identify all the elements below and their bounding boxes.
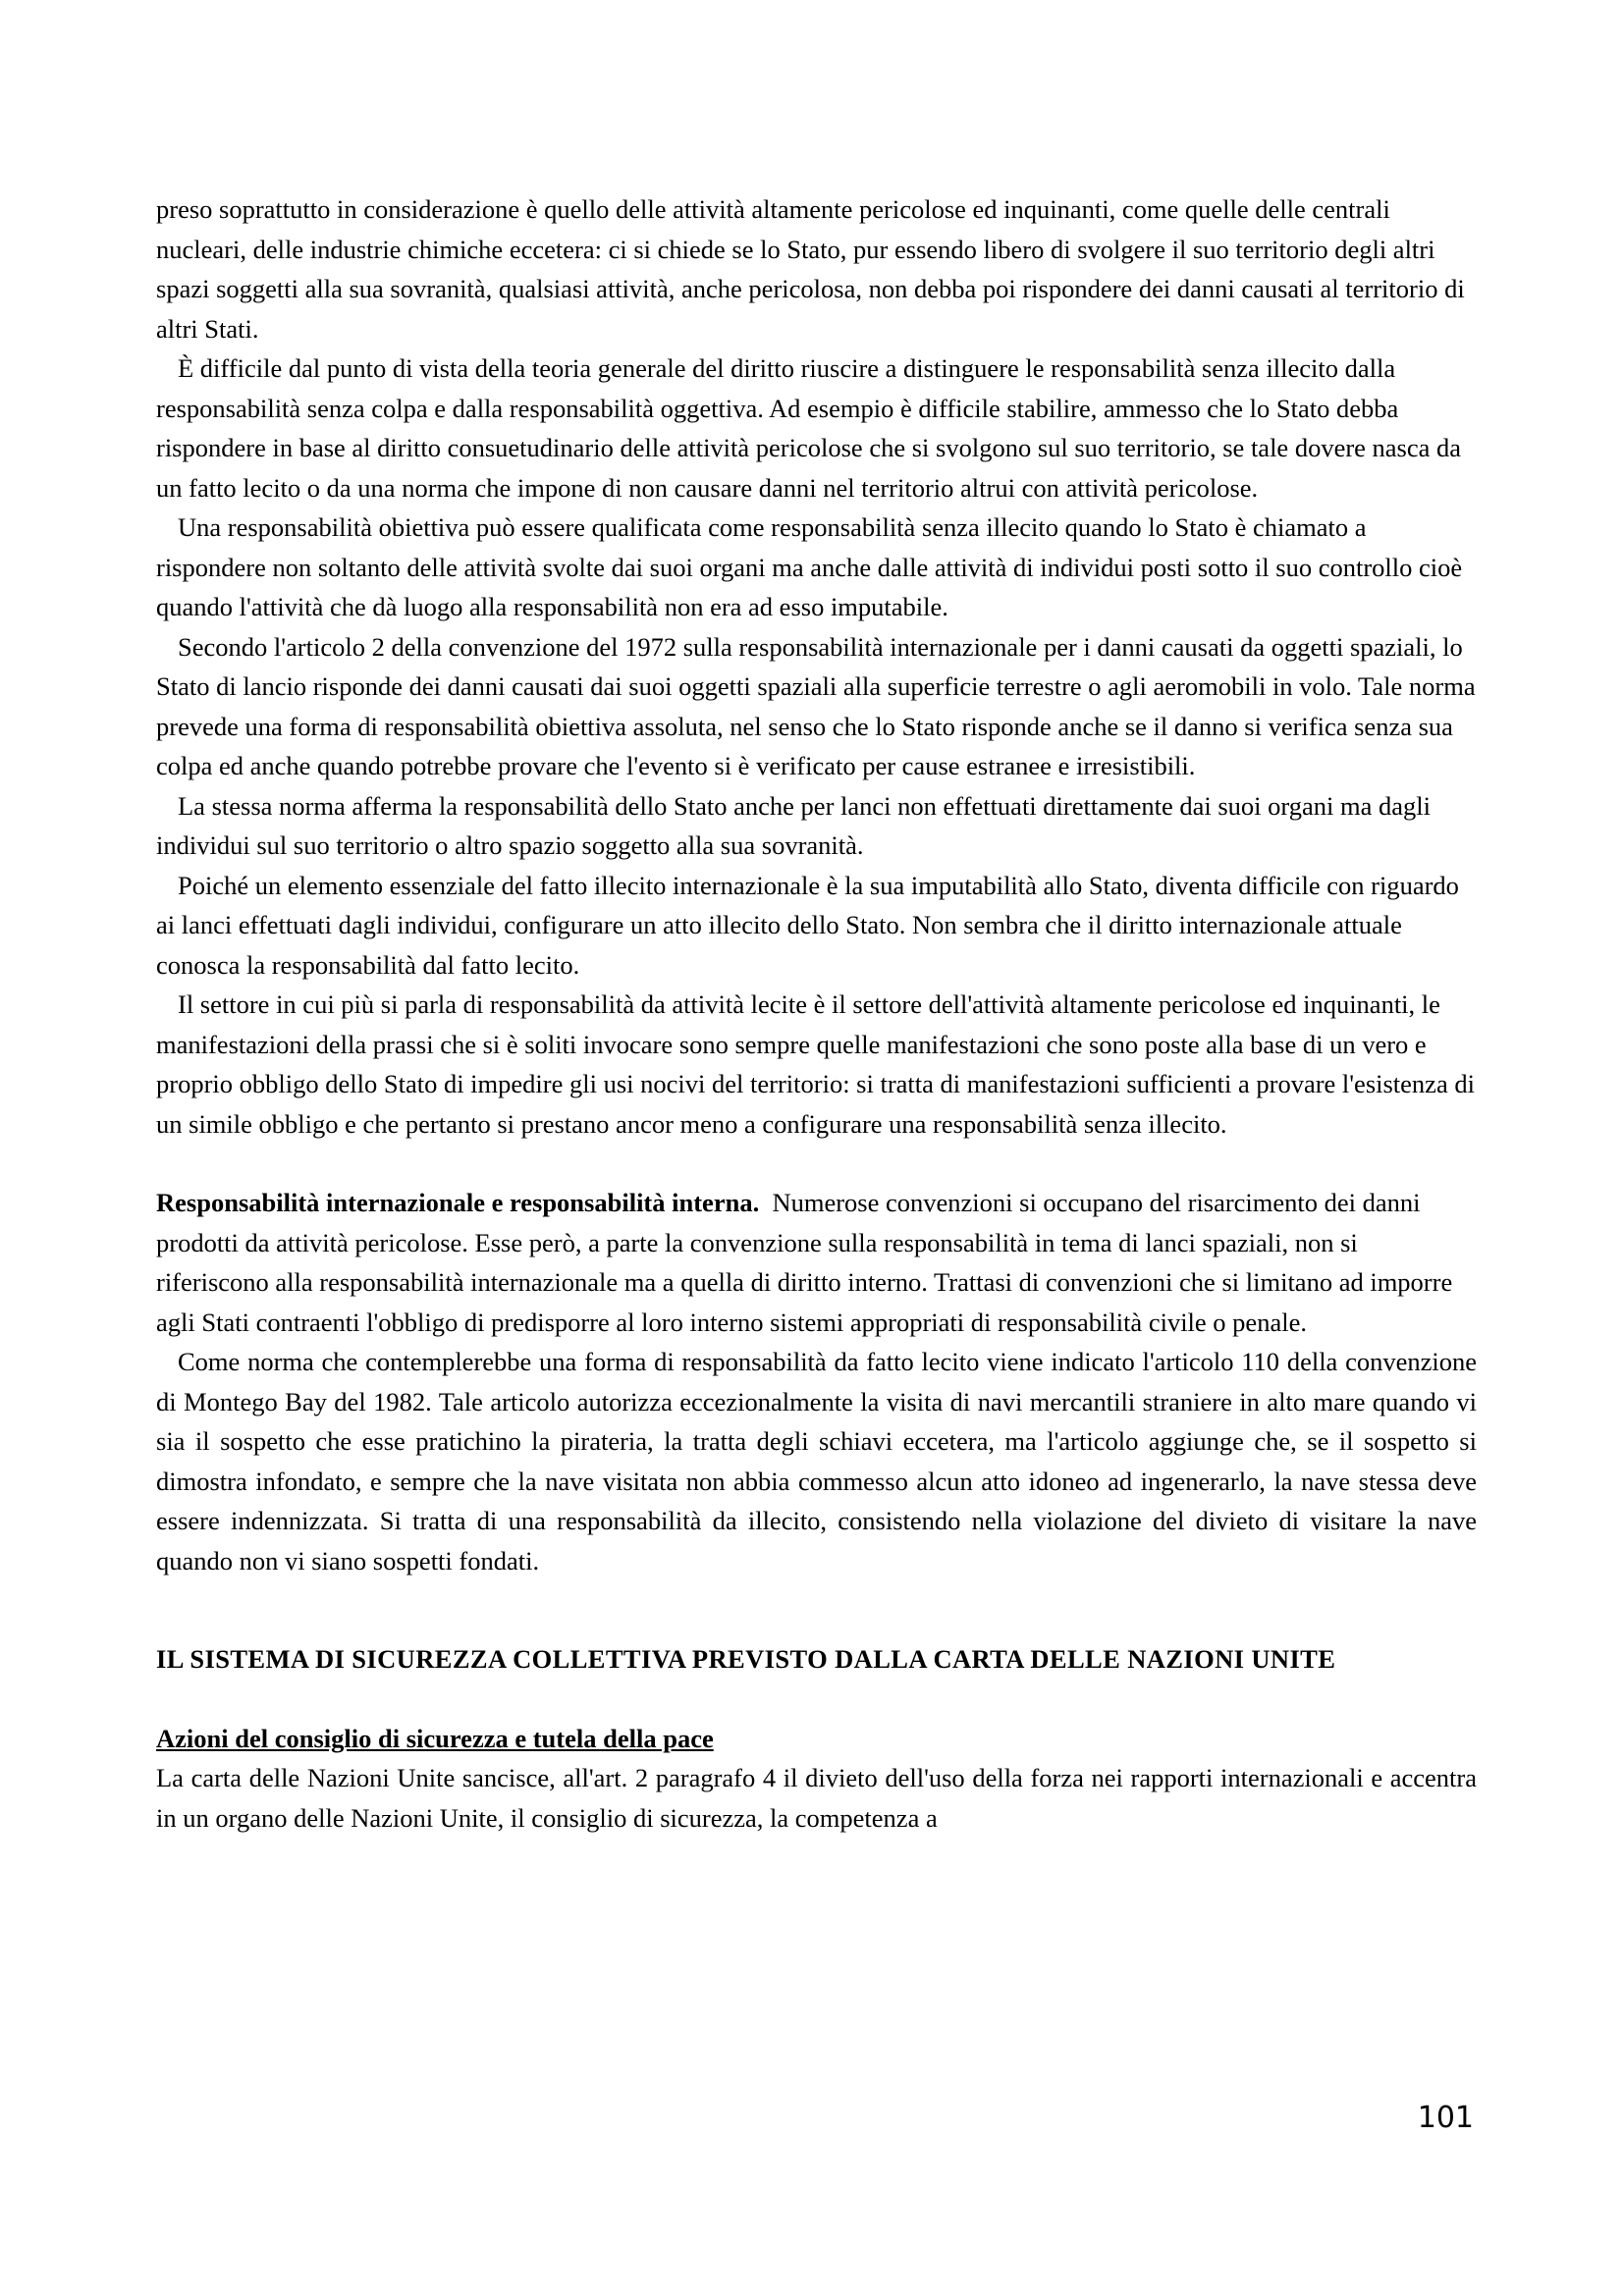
document-page — [156, 189, 1477, 1838]
chapter-subheading: Azioni del consiglio di sicurezza e tutela della pace — [156, 1723, 714, 1753]
section-spacer — [156, 1144, 1477, 1183]
paragraph-imputability: Poiché un elemento essenziale del fatto illecito internazionale è la sua imputabilità allo Stato, diventa difficile con riguardo ai lanci effettuati dagli individui, configurare un atto illecito dello Stato. Non sembra che il diritto internazionale attuale conosca la responsabilità dal fatto lecito. — [156, 870, 1459, 980]
paragraph-internal-responsibility — [156, 1183, 1477, 1342]
paragraph-lawful-activities: Il settore in cui più si parla di responsabilità da attività lecite è il settore dell'attività altamente pericolose ed inquinanti, le manifestazioni della prassi che si è soliti invocare sono sempre quelle manifestazioni che sono poste alla base di un vero e proprio obbligo dello Stato di impedire gli usi nocivi del territorio: si tratta di manifestazioni sufficienti a provare l'esistenza di un simile obbligo e che pertanto si prestano ancor meno a configurare una responsabilità senza illecito. — [156, 989, 1475, 1139]
paragraph-objective-responsibility: Una responsabilità obiettiva può essere qualificata come responsabilità senza illecito quando lo Stato è chiamato a rispondere non soltanto delle attività svolte dai suoi organi ma anche dalle attività di individui posti sotto il suo controllo cioè quando l'attività che dà luogo alla responsabilità non era ad esso imputabile. — [156, 512, 1463, 621]
page-number: 101 — [1417, 2101, 1474, 2135]
paragraph-un-charter: La carta delle Nazioni Unite sancisce, all'art. 2 paragrafo 4 il divieto dell'uso della forza nei rapporti internazionali e accentra in un organo delle Nazioni Unite, il consiglio di sicurezza, la competenza a — [156, 1763, 1477, 1833]
subheading-spacer — [156, 1680, 1477, 1719]
paragraph-intro: preso soprattutto in considerazione è quello delle attività altamente pericolose ed inquinanti, come quelle delle centrali nucleari, delle industrie chimiche eccetera: ci si chiede se lo Stato, pur essendo libero di svolgere il suo territorio degli altri spazi soggetti alla sua sovranità, qualsiasi attività, anche pericolosa, non debba poi rispondere dei danni causati al territorio di altri Stati. — [156, 194, 1465, 344]
paragraph-same-norm: La stessa norma afferma la responsabilità dello Stato anche per lanci non effettuati direttamente dai suoi organi ma dagli individui sul suo territorio o altro spazio soggetto alla sua sovranità. — [156, 790, 1431, 860]
paragraph-montego-bay: Come norma che contemplerebbe una forma di responsabilità da fatto lecito viene indicato l'articolo 110 della convenzione di Montego Bay del 1982. Tale articolo autorizza eccezionalmente la visita di navi mercantili straniere in alto mare quando vi sia il sospetto che esse pratichino la pirateria, la tratta degli schiavi eccetera, ma l'articolo aggiunge che, se il sospetto si dimostra infondato, e sempre che la nave visitata non abbia commesso alcun atto idoneo ad ingenerarlo, la nave stessa deve essere indennizzata. Si tratta di una responsabilità da illecito, consistendo nella violazione del divieto di visitare la nave quando non vi siano sospetti fondati. — [156, 1347, 1477, 1575]
section-title-internal: Responsabilità internazionale e responsabilità interna. — [156, 1188, 760, 1217]
chapter-heading: IL SISTEMA DI SICUREZZA COLLETTIVA PREVISTO DALLA CARTA DELLE NAZIONI UNITE — [156, 1644, 1336, 1674]
chapter-spacer — [156, 1580, 1477, 1639]
section-text-internal: Numerose convenzioni si occupano del risarcimento dei danni prodotti da attività pericolose. Esse però, a parte la convenzione sulla responsabilità in tema di lanci spaziali, non si riferiscono alla responsabilità internazionale ma a quella di diritto interno. Trattasi di convenzioni che si limitano ad imporre agli Stati contraenti l'obbligo di predisporre al loro interno sistemi appropriati di responsabilità civile o penale. — [156, 1188, 1453, 1337]
paragraph-convention-1972: Secondo l'articolo 2 della convenzione del 1972 sulla responsabilità internazionale per i danni causati da oggetti spaziali, lo Stato di lancio risponde dei danni causati dai suoi oggetti spaziali alla superficie terrestre o agli aeromobili in volo. Tale norma prevede una forma di responsabilità obiettiva assoluta, nel senso che lo Stato risponde anche se il danno si verifica senza sua colpa ed anche quando potrebbe provare che l'evento si è verificato per cause estranee e irresistibili. — [156, 631, 1476, 780]
paragraph-distinction: È difficile dal punto di vista della teoria generale del diritto riuscire a distinguere le responsabilità senza illecito dalla responsabilità senza colpa e dalla responsabilità oggettiva. Ad esempio è difficile stabilire, ammesso che lo Stato debba rispondere in base al diritto consuetudinario delle attività pericolose che si svolgono sul suo territorio, se tale dovere nasca da un fatto lecito o da una norma che impone di non causare danni nel territorio altrui con attività pericolose. — [156, 353, 1462, 503]
